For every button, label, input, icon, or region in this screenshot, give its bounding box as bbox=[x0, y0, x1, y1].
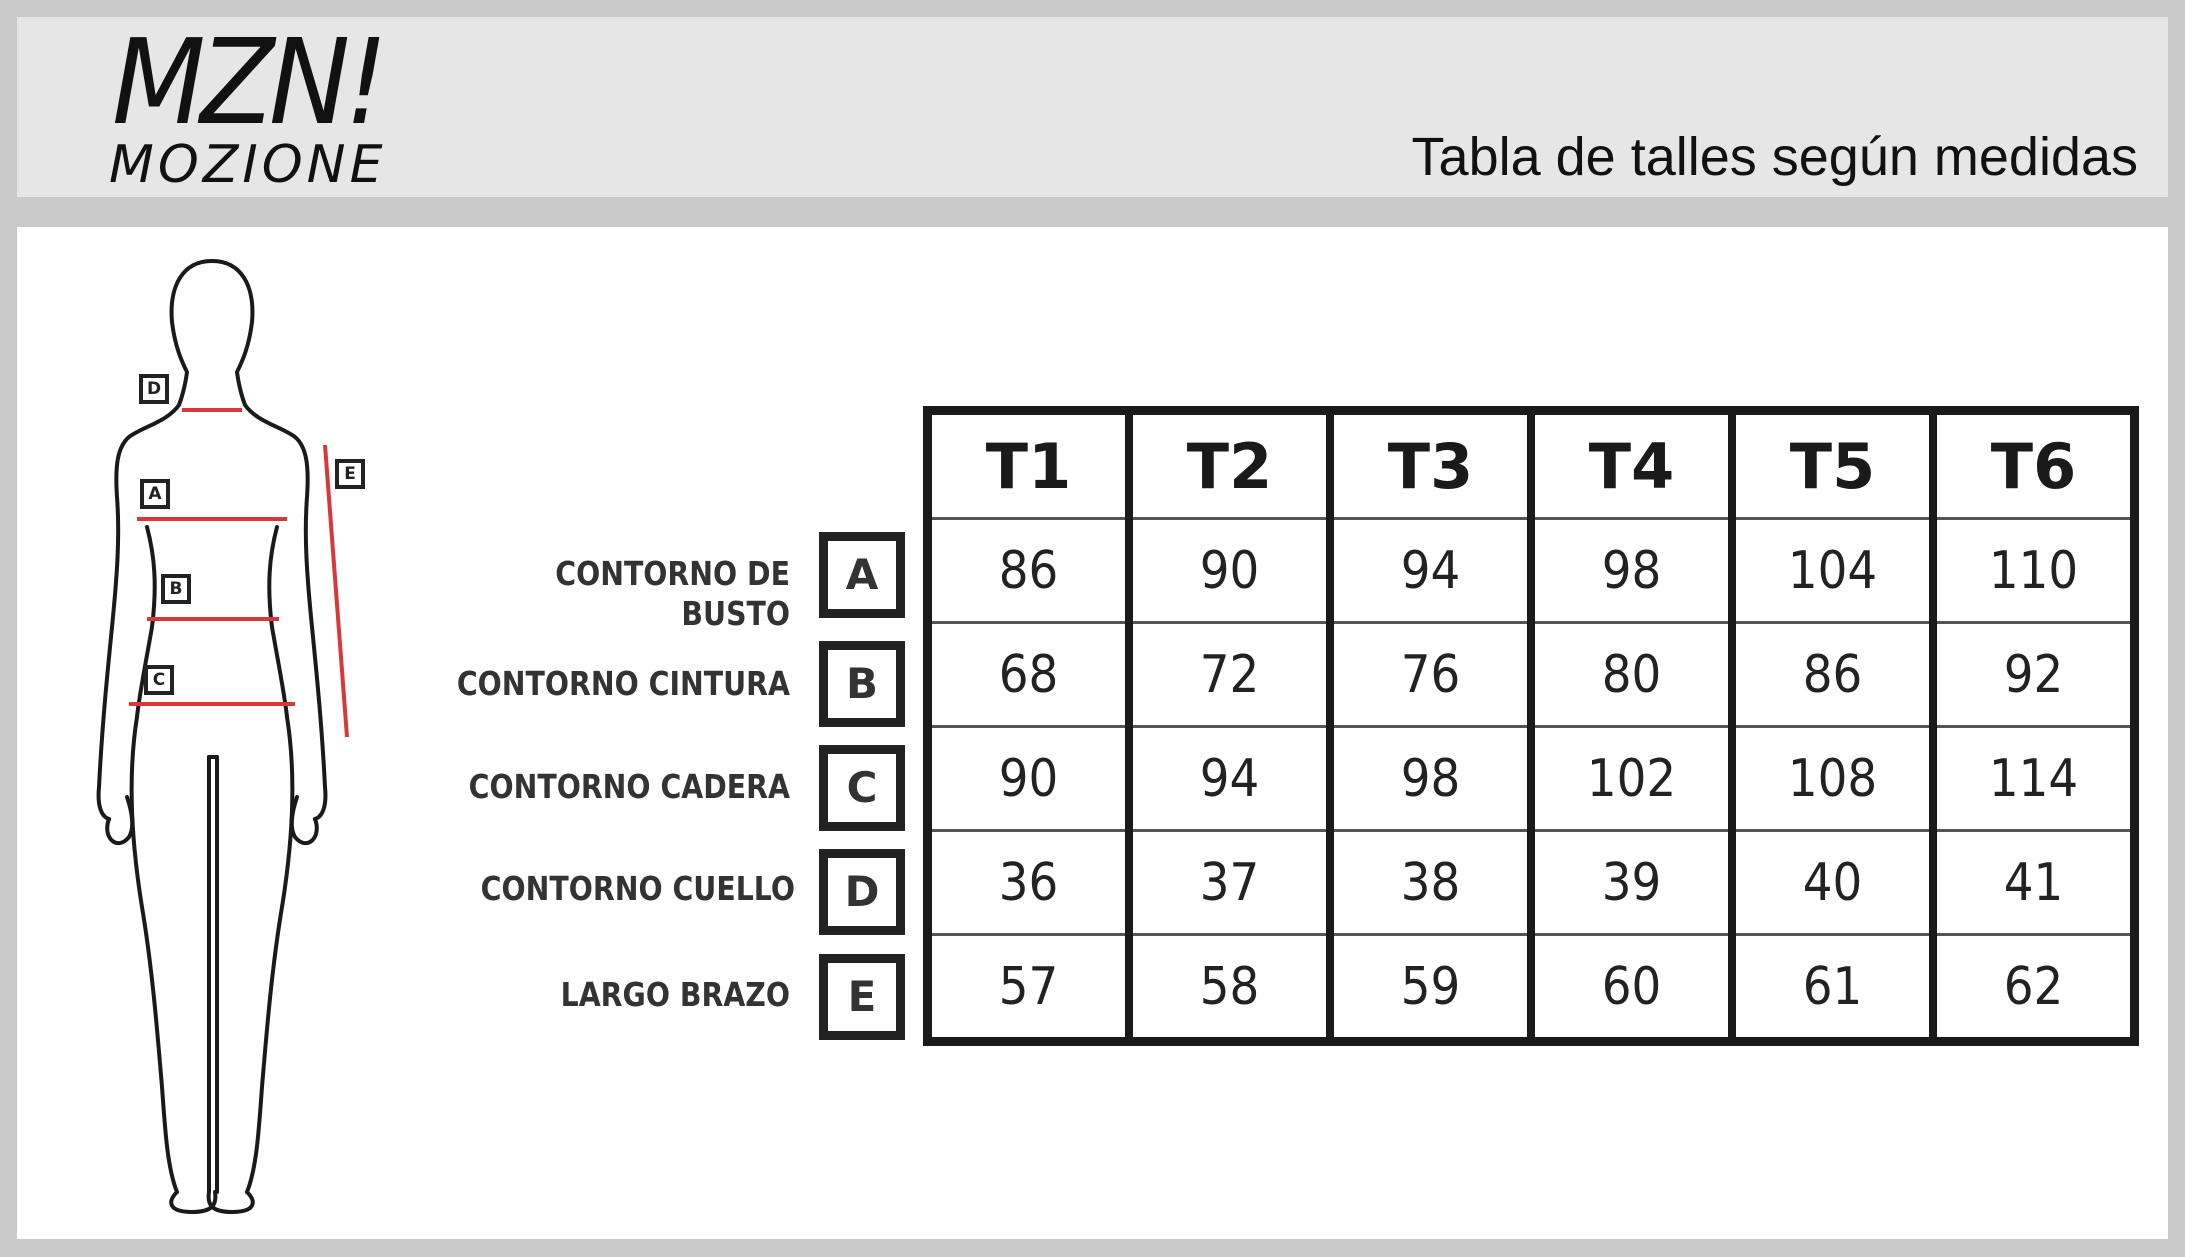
size-chart-panel bbox=[17, 227, 2168, 1239]
column-header-t2: T2 bbox=[1129, 411, 1330, 519]
table-cell: 90 bbox=[928, 727, 1130, 831]
badge-arm-e: E bbox=[335, 459, 365, 489]
table-cell: 38 bbox=[1330, 831, 1531, 935]
table-cell: 62 bbox=[1933, 935, 2135, 1042]
table-cell: 68 bbox=[928, 623, 1130, 727]
table-cell: 76 bbox=[1330, 623, 1531, 727]
table-cell: 94 bbox=[1129, 727, 1330, 831]
row-letter-d: D bbox=[819, 849, 905, 935]
badge-hip-c: C bbox=[144, 665, 174, 695]
table-cell: 86 bbox=[928, 519, 1130, 623]
table-cell: 57 bbox=[928, 935, 1130, 1042]
row-label-busto: CONTORNO DE BUSTO bbox=[555, 554, 790, 633]
column-header-t5: T5 bbox=[1732, 411, 1933, 519]
column-header-t4: T4 bbox=[1531, 411, 1732, 519]
size-table bbox=[923, 406, 2139, 1046]
table-cell: 92 bbox=[1933, 623, 2135, 727]
badge-neck-d: D bbox=[139, 374, 169, 404]
table-cell: 58 bbox=[1129, 935, 1330, 1042]
row-label-cintura: CONTORNO CINTURA bbox=[456, 664, 790, 703]
body-silhouette-illustration bbox=[17, 227, 417, 1239]
badge-waist-b: B bbox=[161, 574, 191, 604]
table-cell: 61 bbox=[1732, 935, 1933, 1042]
table-row bbox=[928, 727, 2135, 831]
column-header-t1: T1 bbox=[928, 411, 1130, 519]
page-title: Tabla de talles según medidas bbox=[1411, 127, 2138, 187]
row-letter-c: C bbox=[819, 745, 905, 831]
table-cell: 94 bbox=[1330, 519, 1531, 623]
table-row bbox=[928, 831, 2135, 935]
column-header-t6: T6 bbox=[1933, 411, 2135, 519]
table-cell: 37 bbox=[1129, 831, 1330, 935]
row-letter-e: E bbox=[819, 954, 905, 1040]
table-cell: 98 bbox=[1330, 727, 1531, 831]
table-cell: 104 bbox=[1732, 519, 1933, 623]
table-row bbox=[928, 623, 2135, 727]
table-cell: 90 bbox=[1129, 519, 1330, 623]
table-row bbox=[928, 935, 2135, 1042]
brand-logo-wordmark: MOZIONE bbox=[109, 135, 387, 195]
row-letter-a: A bbox=[819, 532, 905, 618]
row-label-brazo: LARGO BRAZO bbox=[560, 975, 790, 1014]
table-cell: 114 bbox=[1933, 727, 2135, 831]
table-cell: 39 bbox=[1531, 831, 1732, 935]
table-cell: 102 bbox=[1531, 727, 1732, 831]
header-bar bbox=[17, 13, 2168, 197]
table-cell: 80 bbox=[1531, 623, 1732, 727]
badge-bust-a: A bbox=[140, 479, 170, 509]
row-letter-b: B bbox=[819, 641, 905, 727]
row-label-cuello: CONTORNO CUELLO bbox=[480, 869, 795, 908]
table-row bbox=[928, 519, 2135, 623]
row-label-cadera: CONTORNO CADERA bbox=[468, 767, 790, 806]
table-header-row bbox=[928, 411, 2135, 519]
table-cell: 110 bbox=[1933, 519, 2135, 623]
table-cell: 98 bbox=[1531, 519, 1732, 623]
brand-logo-mark: MZN! bbox=[112, 13, 383, 151]
table-cell: 40 bbox=[1732, 831, 1933, 935]
table-cell: 60 bbox=[1531, 935, 1732, 1042]
table-cell: 59 bbox=[1330, 935, 1531, 1042]
table-cell: 36 bbox=[928, 831, 1130, 935]
table-cell: 41 bbox=[1933, 831, 2135, 935]
table-cell: 108 bbox=[1732, 727, 1933, 831]
table-cell: 86 bbox=[1732, 623, 1933, 727]
body-measurement-figure bbox=[17, 227, 417, 1239]
table-cell: 72 bbox=[1129, 623, 1330, 727]
column-header-t3: T3 bbox=[1330, 411, 1531, 519]
